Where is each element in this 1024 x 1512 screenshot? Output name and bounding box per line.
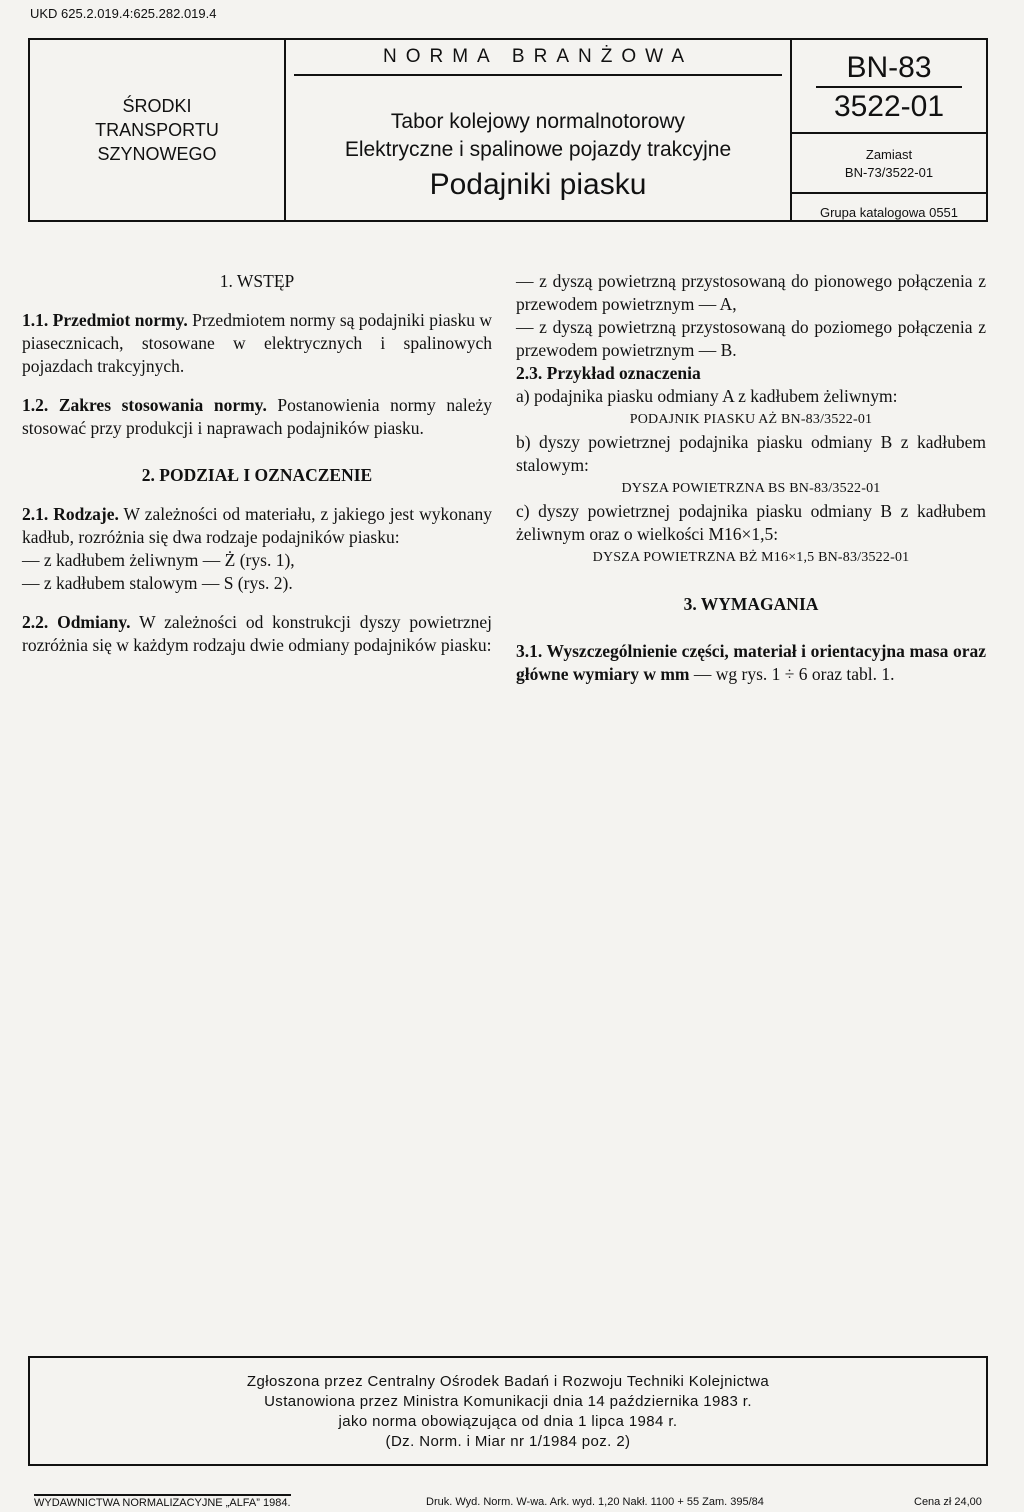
- paragraph-1-2: [22, 394, 492, 440]
- bn-year: BN-83: [846, 51, 932, 84]
- subject-line-1: Tabor kolejowy normalnotorowy: [390, 110, 686, 133]
- example-c: c) dyszy powietrznej podajnika piasku odmiany B z kadłubem żeliwnym oraz o wielkości M16×1,5:: [516, 501, 986, 544]
- issuer-line: ŚRODKI: [122, 96, 192, 116]
- paragraph-text: Przedmiotem normy są podajniki piasku w piasecznicach, stosowane w elektrycznych i spalinowych pojazdach trakcyjnych.: [22, 310, 492, 376]
- approval-box: [28, 1356, 988, 1466]
- designation-c: DYSZA POWIETRZNA BŻ M16×1,5 BN-83/3522-01: [592, 550, 910, 565]
- paragraph-heading: 1.2. Zakres stosowania normy.: [22, 395, 267, 415]
- paragraph-text: W zależności od konstrukcji dyszy powietrznej rozróżnia się w każdym rodzaju dwie odmiany podajników piasku:: [22, 612, 493, 655]
- paragraph-heading: 2.2. Odmiany.: [22, 612, 131, 632]
- example-b: b) dyszy powietrznej podajnika piasku odmiany B z kadłubem stalowym:: [516, 432, 986, 475]
- list-item: — z dyszą powietrzną przystosowaną do pionowego połączenia z przewodem powietrznym — A,: [516, 271, 986, 314]
- left-column: [22, 270, 492, 657]
- bn-number: 3522-01: [833, 89, 945, 123]
- issuer-line: SZYNOWEGO: [97, 144, 217, 164]
- paragraph-heading: 2.1. Rodzaje.: [22, 504, 119, 524]
- paragraph-2-1: [22, 503, 492, 549]
- paragraph-2-2: [22, 611, 492, 657]
- section-2-title: 2. PODZIAŁ I OZNACZENIE: [141, 465, 373, 485]
- title-block: [286, 40, 792, 220]
- example-a: a) podajnika piasku odmiany A z kadłubem żeliwnym:: [516, 386, 898, 406]
- norm-type: NORMA BRANŻOWA: [294, 40, 782, 76]
- paragraph-heading: 3.1. Wyszczególnienie części, materiał i orientacyjna masa oraz główne wymiary w mm: [516, 641, 986, 684]
- print-info: Druk. Wyd. Norm. W-wa. Ark. wyd. 1,20 Nakł. 1100 + 55 Zam. 395/84: [426, 1496, 764, 1508]
- paragraph-heading: 1.1. Przedmiot normy.: [22, 310, 188, 330]
- paragraph-2-3: [516, 362, 986, 385]
- list-item: — z kadłubem stalowym — S (rys. 2).: [22, 573, 293, 593]
- approval-line: jako norma obowiązująca od dnia 1 lipca 1984 r.: [338, 1413, 678, 1430]
- paragraph-3-1: [516, 640, 986, 686]
- number-block: [792, 40, 986, 220]
- issuer-line: TRANSPORTU: [95, 120, 219, 140]
- replaces-block: [792, 132, 986, 192]
- paragraph-1-1: [22, 309, 492, 378]
- approval-line: Zgłoszona przez Centralny Ośrodek Badań i Rozwoju Techniki Kolejnictwa: [246, 1373, 770, 1390]
- section-3-title: 3. WYMAGANIA: [683, 594, 819, 614]
- catalog-group: Grupa katalogowa 0551: [792, 192, 986, 220]
- publisher: WYDAWNICTWA NORMALIZACYJNE „ALFA” 1984.: [34, 1494, 291, 1509]
- price: Cena zł 24,00: [914, 1496, 982, 1508]
- header-box: [28, 38, 988, 222]
- issuer-block: [30, 40, 286, 220]
- paragraph-text: — wg rys. 1 ÷ 6 oraz tabl. 1.: [693, 664, 895, 684]
- section-1-title: 1. WSTĘP: [219, 271, 295, 291]
- designation-b: DYSZA POWIETRZNA BS BN-83/3522-01: [621, 481, 881, 496]
- approval-line: Ustanowiona przez Ministra Komunikacji dnia 14 października 1983 r.: [264, 1393, 752, 1410]
- replaces-label: Zamiast: [865, 146, 913, 162]
- udk-code: UKD 625.2.019.4:625.282.019.4: [30, 6, 217, 21]
- paragraph-text: Postanowienia normy należy stosować przy produkcji i naprawach podajników piasku.: [22, 395, 492, 438]
- document-title: Podajniki piasku: [429, 168, 647, 201]
- paragraph-heading: 2.3. Przykład oznaczenia: [516, 363, 701, 383]
- list-item: — z kadłubem żeliwnym — Ż (rys. 1),: [22, 550, 295, 570]
- divider: [816, 86, 962, 88]
- right-column: [516, 270, 986, 686]
- designation-a: PODAJNIK PIASKU AŻ BN-83/3522-01: [629, 412, 873, 427]
- replaces-value: BN-73/3522-01: [844, 164, 934, 180]
- paragraph-text: W zależności od materiału, z jakiego jest wykonany kadłub, rozróżnia się dwa rodzaje podajników piasku:: [22, 504, 493, 547]
- approval-line: (Dz. Norm. i Miar nr 1/1984 poz. 2): [385, 1433, 631, 1450]
- list-item: — z dyszą powietrzną przystosowaną do poziomego połączenia z przewodem powietrznym — B.: [516, 317, 986, 360]
- subject-line-2: Elektryczne i spalinowe pojazdy trakcyjne: [344, 138, 732, 161]
